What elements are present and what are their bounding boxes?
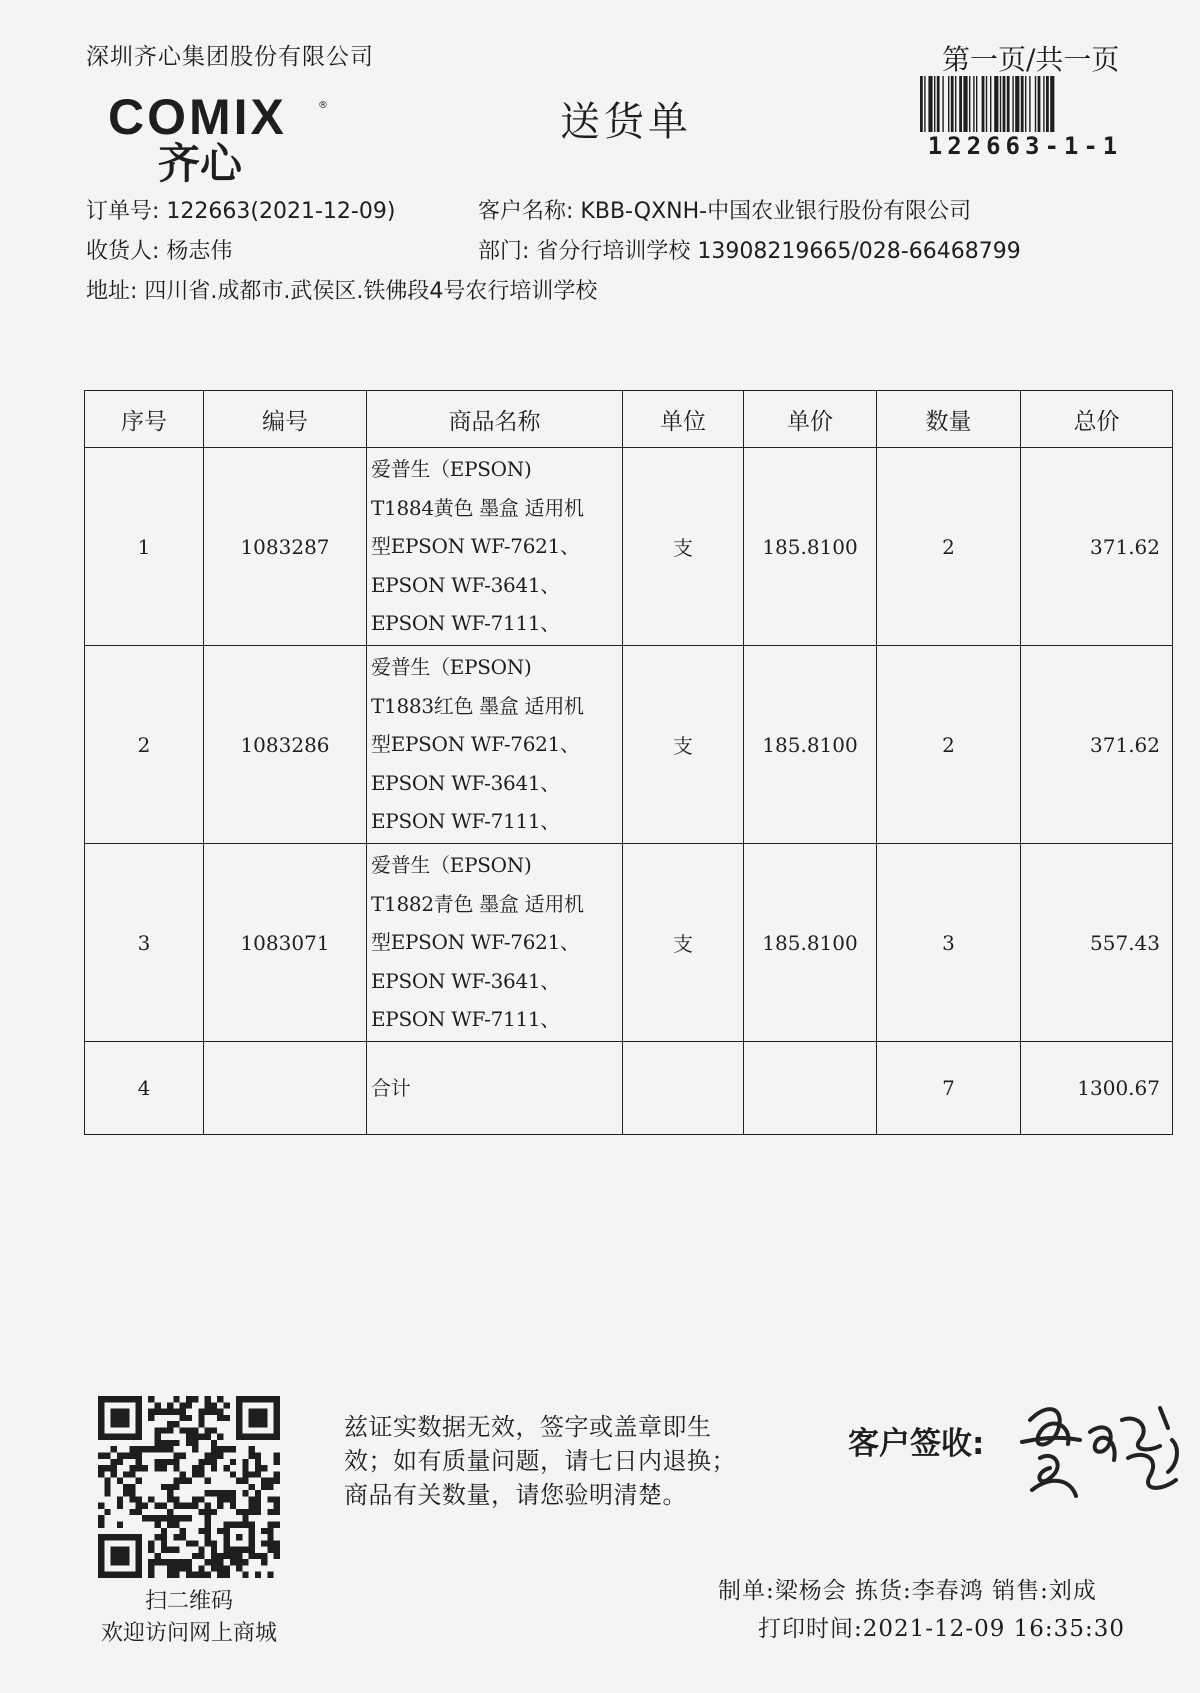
svg-text:®: ® (318, 100, 328, 111)
department-label: 部门: (478, 239, 530, 264)
notice-text (344, 1410, 736, 1512)
cell-total: 371.62 (1021, 646, 1173, 844)
summary-row (85, 1042, 1173, 1135)
table-header-row (85, 391, 1173, 448)
address-field (86, 274, 597, 305)
cell-qty: 2 (877, 448, 1021, 646)
address-label: 地址: (86, 279, 138, 304)
cell-code: 1083287 (204, 448, 367, 646)
cell-total: 371.62 (1021, 448, 1173, 646)
header-product-name: 商品名称 (367, 391, 623, 448)
table-row (85, 844, 1173, 1042)
summary-seq: 4 (85, 1042, 204, 1135)
header-total: 总价 (1021, 391, 1173, 448)
header-seq: 序号 (85, 391, 204, 448)
items-table (84, 390, 1173, 1135)
name-line: T1884黄色 墨盒 适用机 (371, 495, 584, 520)
print-time: 打印时间:2021-12-09 16:35:30 (758, 1616, 1125, 1642)
name-line: EPSON WF-3641、 (371, 968, 561, 993)
address: 四川省.成都市.武侯区.铁佛段4号农行培训学校 (144, 279, 598, 304)
cell-price: 185.8100 (744, 448, 877, 646)
cell-total: 557.43 (1021, 844, 1173, 1042)
header-unit: 单位 (623, 391, 744, 448)
summary-price (744, 1042, 877, 1135)
cell-seq: 2 (85, 646, 204, 844)
cell-product-name (367, 646, 623, 844)
name-line: 型EPSON WF-7621、 (371, 732, 580, 756)
receiver-field (86, 234, 232, 265)
department-field (478, 234, 1021, 265)
summary-code (204, 1042, 367, 1135)
cell-unit: 支 (623, 448, 744, 646)
department: 省分行培训学校 13908219665/028-66468799 (536, 239, 1021, 264)
summary-qty: 7 (877, 1042, 1021, 1135)
cell-price: 185.8100 (744, 646, 877, 844)
qr-caption-line-1: 扫二维码 (144, 1589, 233, 1614)
header-qty: 数量 (877, 391, 1021, 448)
handwritten-signature (1010, 1380, 1190, 1508)
cell-seq: 1 (85, 448, 204, 646)
customer-sign-label: 客户签收: (848, 1426, 985, 1462)
order-number: 122663(2021-12-09) (166, 199, 396, 224)
cell-code: 1083286 (204, 646, 367, 844)
document-title: 送货单 (560, 99, 692, 145)
notice-line: 效；如有质量问题，请七日内退换； (344, 1447, 736, 1475)
name-line: 爱普生（EPSON) (371, 853, 532, 877)
staff-info: 制单:梁杨会 拣货:李春鸿 销售:刘成 (718, 1578, 1097, 1604)
cell-qty: 3 (877, 844, 1021, 1042)
customer-name: KBB-QXNH-中国农业银行股份有限公司 (580, 199, 972, 224)
name-line: T1883红色 墨盒 适用机 (371, 693, 584, 718)
cell-code: 1083071 (204, 844, 367, 1042)
name-line: EPSON WF-3641、 (371, 770, 561, 795)
table-row (85, 646, 1173, 844)
company-name: 深圳齐心集团股份有限公司 (86, 44, 374, 70)
name-line: 爱普生（EPSON) (371, 457, 532, 481)
logo-chinese: 齐心 (158, 139, 243, 186)
summary-total: 1300.67 (1021, 1042, 1173, 1135)
cell-unit: 支 (623, 844, 744, 1042)
notice-line: 商品有关数量，请您验明清楚。 (344, 1481, 687, 1509)
name-line: 爱普生（EPSON) (371, 655, 532, 679)
logo-text: COMIX (108, 89, 287, 145)
header-price: 单价 (744, 391, 877, 448)
notice-line: 兹证实数据无效，签字或盖章即生 (344, 1413, 712, 1441)
order-number-label: 订单号: (86, 199, 160, 224)
cell-product-name (367, 844, 623, 1042)
customer-field (478, 194, 971, 225)
header-code: 编号 (204, 391, 367, 448)
qr-code-icon (98, 1396, 280, 1578)
table-row (85, 448, 1173, 646)
order-number-field (86, 194, 395, 225)
qr-caption-line-2: 欢迎访问网上商城 (100, 1621, 277, 1646)
cell-price: 185.8100 (744, 844, 877, 1042)
barcode-number: 122663-1-1 (927, 132, 1123, 160)
customer-label: 客户名称: (478, 199, 574, 224)
receiver-label: 收货人: (86, 239, 160, 264)
name-line: 型EPSON WF-7621、 (371, 930, 580, 954)
cell-seq: 3 (85, 844, 204, 1042)
summary-unit (623, 1042, 744, 1135)
name-line: EPSON WF-3641、 (371, 572, 561, 597)
cell-unit: 支 (623, 646, 744, 844)
name-line: EPSON WF-7111、 (371, 1007, 561, 1031)
name-line: T1882青色 墨盒 适用机 (371, 891, 584, 916)
barcode (918, 76, 1132, 132)
receiver-name: 杨志伟 (166, 239, 233, 264)
summary-label: 合计 (367, 1042, 623, 1135)
name-line: EPSON WF-7111、 (371, 809, 561, 833)
comix-logo (106, 86, 346, 186)
page-info: 第一页/共一页 (942, 43, 1120, 76)
name-line: EPSON WF-7111、 (371, 611, 561, 635)
name-line: 型EPSON WF-7621、 (371, 534, 580, 558)
qr-caption (82, 1586, 296, 1650)
cell-qty: 2 (877, 646, 1021, 844)
cell-product-name (367, 448, 623, 646)
